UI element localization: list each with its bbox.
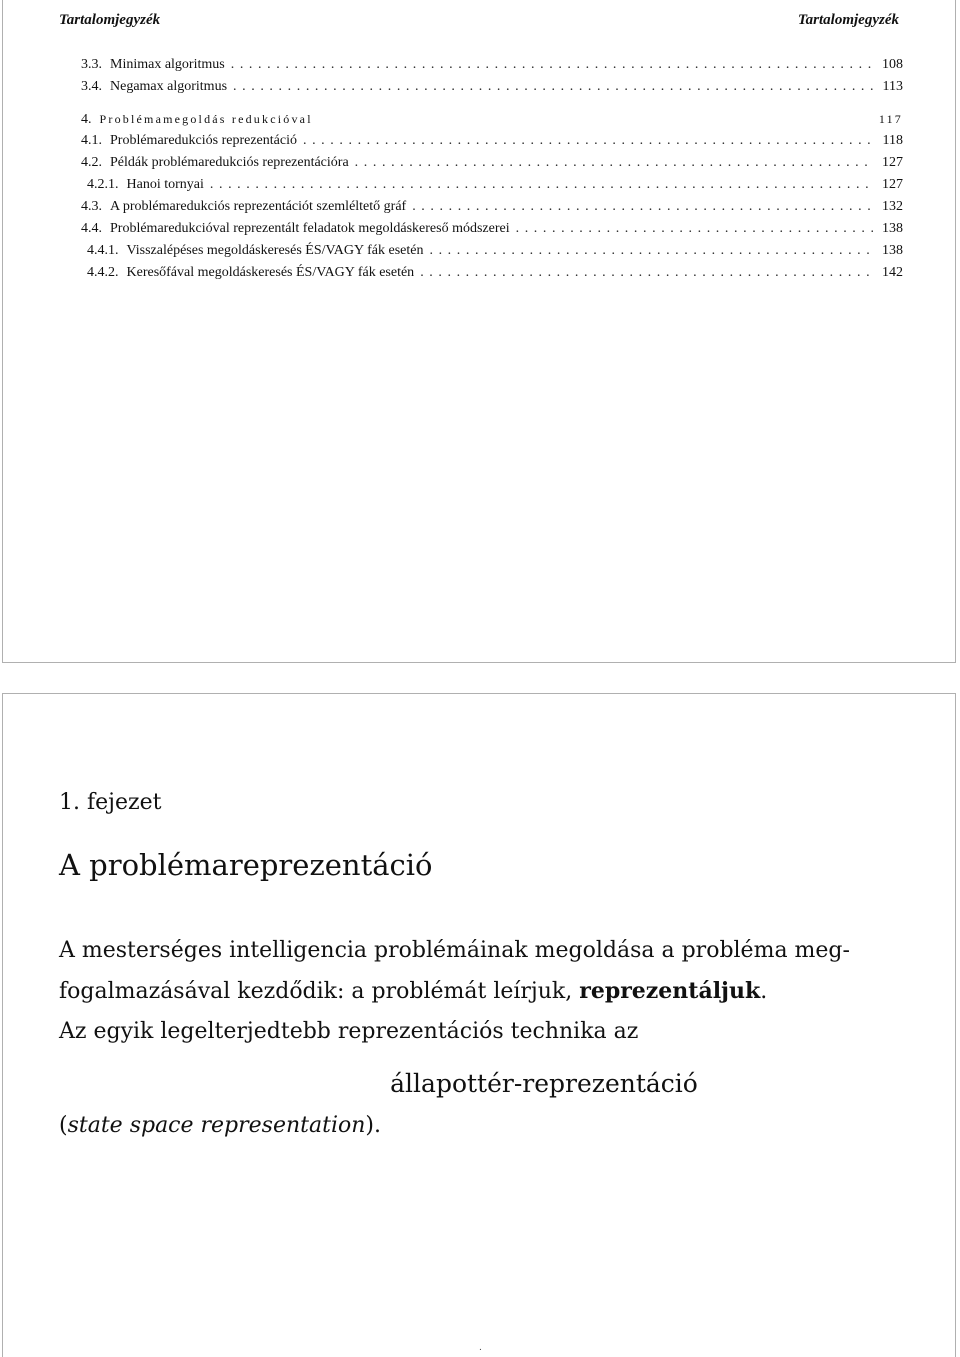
toc-entry-title: Hanoi tornyai (126, 177, 204, 192)
footer-mark: . (479, 1343, 482, 1353)
key-term: állapottér-reprezentáció (390, 1069, 698, 1098)
toc-entry[interactable] (81, 76, 903, 98)
header-left: Tartalomjegyzék (59, 12, 161, 28)
emphasized-term: reprezentáljuk (579, 978, 761, 1004)
toc-entry-number: 4. (81, 112, 92, 127)
toc-entry-page: 127 (882, 177, 903, 192)
toc-entry-title: Keresőfával megoldáskeresés ÉS/VAGY fák esetén (126, 265, 415, 280)
toc-entry-page: 118 (882, 133, 903, 148)
toc-leader-dots (516, 218, 873, 240)
toc-leader-dots (412, 196, 873, 218)
toc-leader-dots (231, 54, 873, 76)
toc-leader-dots (233, 76, 873, 98)
toc-entry-page: 142 (882, 265, 903, 280)
paragraph-2: Az egyik legelterjedtebb reprezentációs technika az (59, 1019, 639, 1044)
chapter-label: 1. fejezet (59, 790, 162, 815)
chapter-body (59, 931, 909, 1146)
translation-open: ( (59, 1113, 68, 1138)
toc-entry-page: 138 (882, 243, 903, 258)
toc-entry-title: Minimax algoritmus (110, 57, 225, 72)
toc-entry-number: 4.4. (81, 221, 102, 236)
toc-leader-dots (420, 262, 873, 284)
toc-entry-title: A problémaredukciós reprezentációt szemléltető gráf (110, 199, 407, 214)
toc-entry-number: 4.2.1. (87, 177, 119, 192)
toc-entry-page: 117 (878, 112, 903, 126)
toc-entry-number: 4.3. (81, 199, 102, 214)
toc-entry-number: 4.1. (81, 133, 102, 148)
toc-entry[interactable] (81, 108, 903, 130)
toc-entry-number: 4.2. (81, 155, 102, 170)
toc-leader-dots (429, 240, 873, 262)
toc-entry[interactable] (81, 54, 903, 76)
toc-entry-title: Problémaredukcióval reprezentált feladatok megoldáskereső módszerei (110, 221, 510, 236)
toc-leader-dots (303, 130, 873, 152)
toc-entry[interactable] (81, 130, 903, 152)
term-translation (59, 1106, 909, 1146)
chapter-title: A problémareprezentáció (59, 848, 433, 882)
toc-entry[interactable] (81, 240, 903, 262)
toc-entry-title: Példák problémaredukciós reprezentációra (110, 155, 349, 170)
toc-entry-number: 4.4.2. (87, 265, 119, 280)
paragraph-1-text: A mesterséges intelligencia problémáinak megoldása a probléma meg-fogalmazásával kezdődik: a problémát leírjuk, (59, 938, 850, 1004)
toc-entry-title: Problémamegoldás redukcióval (99, 112, 313, 126)
toc-entry-page: 127 (882, 155, 903, 170)
toc-entry-page: 108 (882, 57, 903, 72)
toc-entry-page: 132 (882, 199, 903, 214)
toc-entry-page: 113 (882, 79, 903, 94)
toc-entry-number: 4.4.1. (87, 243, 119, 258)
translation-close: ). (365, 1113, 381, 1138)
translation-text: state space representation (67, 1113, 366, 1138)
toc-page (2, 0, 956, 663)
toc-entry[interactable] (81, 218, 903, 240)
paragraph-1-end: . (760, 979, 768, 1004)
toc-entry[interactable] (81, 174, 903, 196)
toc-leader-dots (210, 174, 873, 196)
toc-entry-title: Problémaredukciós reprezentáció (110, 133, 297, 148)
toc-entry-number: 3.4. (81, 79, 102, 94)
table-of-contents (81, 54, 903, 284)
paragraph-1 (59, 931, 909, 1012)
toc-entry[interactable] (81, 196, 903, 218)
toc-entry[interactable] (81, 262, 903, 284)
toc-entry-number: 3.3. (81, 57, 102, 72)
header-right: Tartalomjegyzék (797, 12, 899, 28)
toc-leader-dots (355, 152, 873, 174)
toc-entry-title: Visszalépéses megoldáskeresés ÉS/VAGY fák esetén (126, 243, 424, 258)
toc-entry-page: 138 (882, 221, 903, 236)
toc-entry[interactable] (81, 152, 903, 174)
toc-entry-title: Negamax algoritmus (110, 79, 228, 94)
running-header (59, 12, 899, 29)
chapter-page (2, 693, 956, 1357)
